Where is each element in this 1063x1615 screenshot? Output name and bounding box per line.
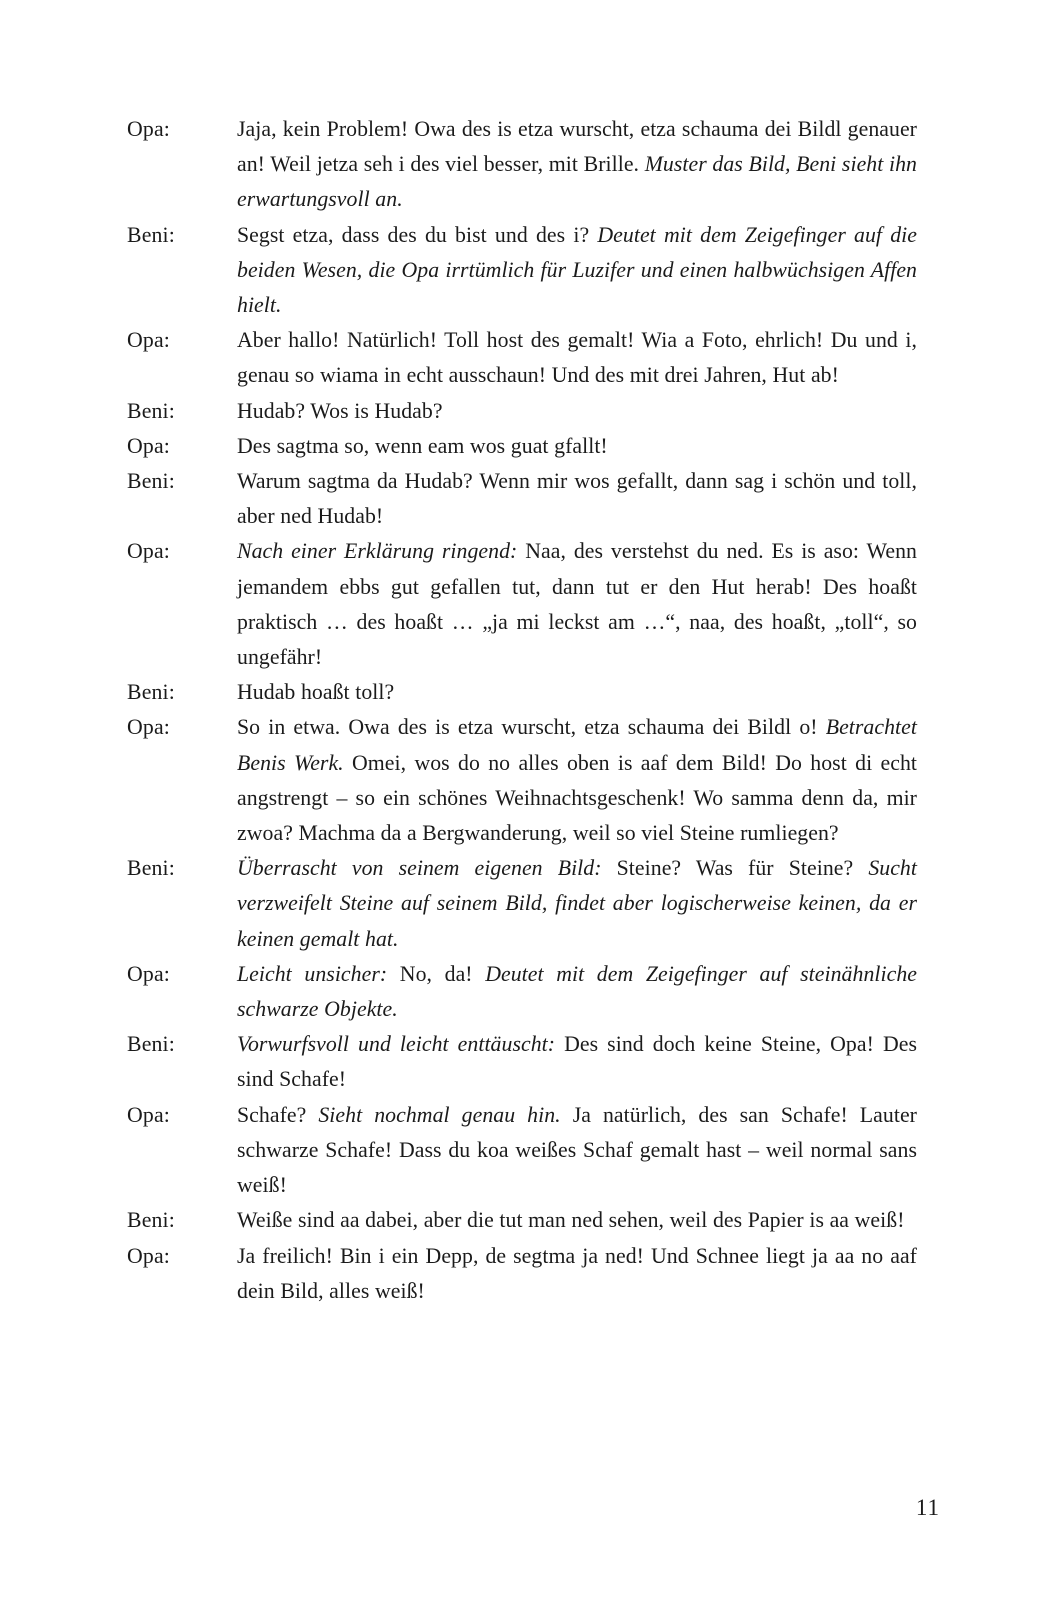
stage-direction: Vorwurfsvoll und leicht enttäuscht: (237, 1032, 556, 1057)
dialogue-line (127, 1203, 917, 1238)
speaker-label: Beni: (127, 222, 175, 247)
dialogue-line (127, 534, 917, 675)
dialogue-line (127, 1239, 917, 1309)
speech-text (237, 1203, 917, 1238)
speech-text (237, 1239, 917, 1309)
speech-text (237, 710, 917, 851)
speech-text (237, 851, 917, 957)
speaker-label: Opa: (127, 433, 170, 458)
page-number: 11 (915, 1495, 940, 1520)
spoken-text: Hudab? Wos is Hudab? (237, 398, 443, 423)
speech-text (237, 534, 917, 675)
speaker-label: Opa: (127, 961, 170, 986)
spoken-text: Des sagtma so, wenn eam wos guat gfallt! (237, 433, 608, 458)
stage-direction: Betrachtet Benis Werk. (237, 715, 917, 775)
speaker-label: Opa: (127, 715, 170, 740)
dialogue-line (127, 112, 917, 218)
spoken-text: Schafe? (237, 1102, 319, 1127)
speaker-label: Beni: (127, 856, 175, 881)
speech-text (237, 464, 917, 534)
dialogue-list (127, 112, 917, 1309)
dialogue-line (127, 429, 917, 464)
speaker-label: Beni: (127, 469, 175, 494)
speaker-label: Opa: (127, 328, 170, 353)
speech-text (237, 323, 917, 393)
stage-direction: Leicht unsicher: (237, 961, 388, 986)
speaker-label: Opa: (127, 539, 170, 564)
spoken-text: Weiße sind aa dabei, aber die tut man ned sehen, weil des Papier is aa weiß! (237, 1208, 905, 1233)
spoken-text: Ja freilich! Bin i ein Depp, de segtma ja ned! Und Schnee liegt ja aa no aaf dein Bild, alles weiß! (237, 1243, 917, 1303)
speech-text (237, 429, 917, 464)
stage-direction: Muster das Bild, Beni sieht ihn erwartungsvoll an. (237, 152, 917, 212)
spoken-text: Segst etza, dass des du bist und des i? (237, 222, 598, 247)
spoken-text: Warum sagtma da Hudab? Wenn mir wos gefallt, dann sag i schön und toll, aber ned Hudab! (237, 469, 917, 529)
speech-text (237, 1098, 917, 1204)
speaker-label: Opa: (127, 117, 170, 141)
dialogue-line (127, 218, 917, 324)
spoken-text: Ja natürlich, des san Schafe! Lauter schwarze Schafe! Dass du koa weißes Schaf gemalt hast – weil normal sans weiß! (237, 1102, 917, 1198)
stage-direction: Überrascht von seinem eigenen Bild: (237, 856, 602, 881)
dialogue-line (127, 1027, 917, 1097)
stage-direction: Deutet mit dem Zeigefinger auf die beiden Wesen, die Opa irrtümlich für Luzifer und einen halbwüchsigen Affen hielt. (237, 222, 918, 318)
stage-direction: Nach einer Erklärung ringend: (237, 539, 518, 564)
speech-text (237, 1027, 917, 1097)
speech-text (237, 394, 917, 429)
speaker-label: Opa: (127, 1102, 170, 1127)
speech-text (237, 218, 917, 324)
spoken-text: Hudab hoaßt toll? (237, 680, 395, 705)
speaker-label: Beni: (127, 680, 175, 705)
dialogue-line (127, 710, 917, 851)
speech-text (237, 675, 917, 710)
dialogue-line (127, 1098, 917, 1204)
spoken-text: Jaja, kein Problem! Owa des is etza wurscht, etza schauma dei Bildl genauer an! Weil jetza seh i des viel besser, mit Brille. (237, 117, 917, 177)
speaker-label: Beni: (127, 1032, 175, 1057)
dialogue-line (127, 957, 917, 1027)
stage-direction: Sieht nochmal genau hin. (318, 1102, 561, 1127)
dialogue-line (127, 851, 917, 957)
speaker-label: Opa: (127, 1243, 170, 1268)
spoken-text: Steine? Was für Steine? (601, 856, 869, 881)
speaker-label: Beni: (127, 398, 175, 423)
spoken-text: No, da! (387, 961, 486, 986)
spoken-text: Naa, des verstehst du ned. Es is aso: Wenn jemandem ebbs gut gefallen tut, dann tut er den Hut herab! Des hoaßt praktisch … des hoaßt … „ja mi leckst am …“, naa, des hoaßt, „toll“, so ungefähr! (237, 539, 917, 670)
dialogue-line (127, 394, 917, 429)
dialogue-line (127, 464, 917, 534)
speech-text (237, 112, 917, 218)
speaker-label: Beni: (127, 1208, 175, 1233)
spoken-text: Aber hallo! Natürlich! Toll host des gemalt! Wia a Foto, ehrlich! Du und i, genau so wiama in echt ausschaun! Und des mit drei Jahren, Hut ab! (237, 328, 917, 388)
spoken-text: Omei, wos do no alles oben is aaf dem Bild! Do host di echt angstrengt – so ein schönes Weihnachtsgeschenk! Wo samma denn da, mir zwoa? Machma da a Bergwanderung, weil so viel Steine rumliegen? (237, 750, 917, 846)
dialogue-line (127, 675, 917, 710)
dialogue-line (127, 323, 917, 393)
spoken-text: Des sind doch keine Steine, Opa! Des sind Schafe! (237, 1032, 917, 1092)
stage-direction: Deutet mit dem Zeigefinger auf steinähnliche schwarze Objekte. (237, 961, 917, 1022)
spoken-text: So in etwa. Owa des is etza wurscht, etza schauma dei Bildl o! (237, 715, 826, 740)
speech-text (237, 957, 917, 1027)
stage-direction: Sucht verzweifelt Steine auf seinem Bild, findet aber logischerweise keinen, da er keinen gemalt hat. (237, 856, 917, 951)
